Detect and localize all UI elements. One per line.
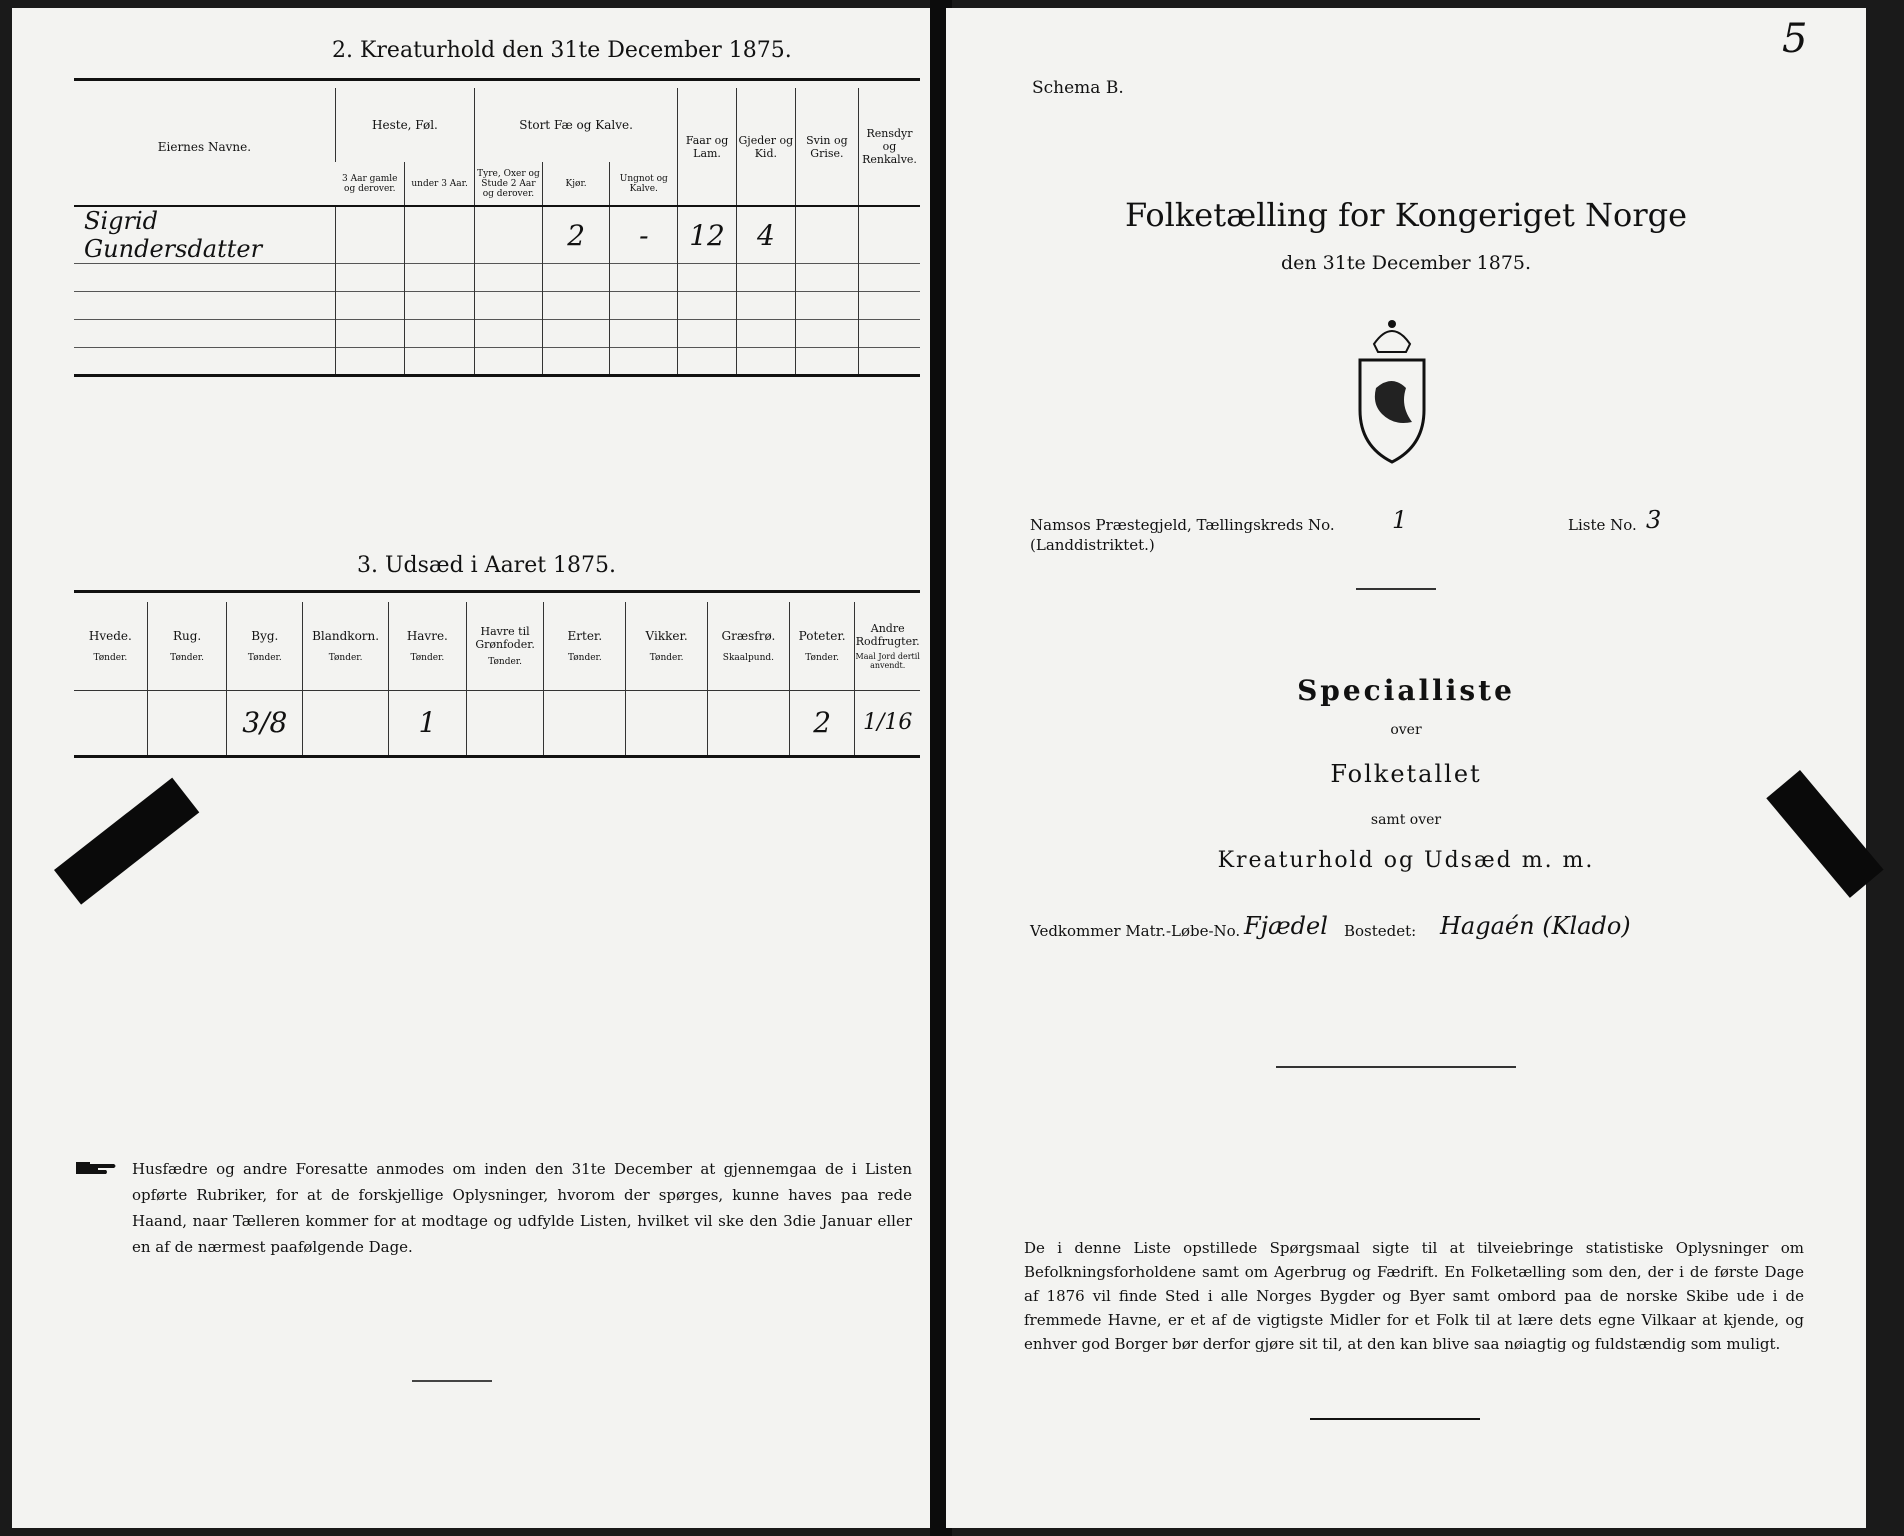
divider xyxy=(74,78,920,81)
divider xyxy=(1276,1066,1516,1068)
seed-header: Rug. Tønder. xyxy=(147,602,227,690)
seed-header: Andre Rodfrugter. Maal Jord dertil anvendt. xyxy=(855,602,920,690)
divider xyxy=(412,1380,492,1382)
heste-a-header: 3 Aar gamle og derover. xyxy=(342,173,398,194)
seed-value xyxy=(626,690,708,756)
seed-header: Blandkorn. Tønder. xyxy=(303,602,389,690)
seed-value xyxy=(74,690,147,756)
notice-text: Husfædre og andre Foresatte anmodes om inden den 31te December at gjennemgaa de i Listen opførte Rubriker, for at de forskjellige Oplysninger, hvorom der spørges, kunne haves paa rede Haand, naar Tælleren kommer for at modtage og udfylde Listen, hvilket vil ske den 3die Januar eller en af de nærmest paafølgende Dage. xyxy=(132,1160,912,1256)
seed-header: Byg. Tønder. xyxy=(227,602,303,690)
left-page xyxy=(12,8,938,1528)
matr-label: Vedkommer Matr.-Løbe-No. xyxy=(1030,922,1241,940)
seed-value xyxy=(708,690,790,756)
kjor-cell: 2 xyxy=(542,206,610,264)
footer-text: De i denne Liste opstillede Spørgsmaal sigte til at tilveiebringe statistiske Oplysninger om Befolkningsforholdene samt om Agerbrug og Fædrift. En Folketælling som den, der i de første Dage af 1876 vil finde Sted i alle Norges Bygder og Byer samt ombord paa de norske Skibe ude i de fremmede Havne, er et af de vigtigste Midler for et Folk til at lære dets egne Vilkaar at kjende, og enhver god Borger bør derfor gjøre sit til, at den kan blive saa nøiagtig og fuldstændig som muligt. xyxy=(1024,1239,1804,1353)
bosted-label: Bostedet: xyxy=(1344,922,1417,940)
kreds-number: 1 xyxy=(1392,506,1408,534)
coat-of-arms-icon xyxy=(1354,316,1430,466)
seed-header: Erter. Tønder. xyxy=(544,602,626,690)
matr-value: Fjædel xyxy=(1244,912,1328,940)
seed-header: Havre til Grønfoder. Tønder. xyxy=(466,602,544,690)
stort-a-header: Tyre, Oxer og Stude 2 Aar og derover. xyxy=(475,162,543,206)
district-line: Namsos Præstegjeld, Tællingskreds No. xyxy=(1030,516,1335,534)
seed-header: Havre. Tønder. xyxy=(388,602,466,690)
seed-header: Græsfrø. Skaalpund. xyxy=(708,602,790,690)
table-cell xyxy=(475,206,543,264)
section3-title: 3. Udsæd i Aaret 1875. xyxy=(357,553,617,578)
table-cell xyxy=(859,206,920,264)
bosted-value: Hagaén (Klado) xyxy=(1440,912,1631,940)
seed-value xyxy=(303,690,389,756)
faar-cell: 12 xyxy=(678,206,737,264)
page-number: 5 xyxy=(1782,16,1808,62)
census-date: den 31te December 1875. xyxy=(1280,252,1532,274)
gjeder-cell: 4 xyxy=(736,206,795,264)
livestock-table xyxy=(74,88,920,377)
section2-title: 2. Kreaturhold den 31te December 1875. xyxy=(332,38,792,63)
seed-value xyxy=(544,690,626,756)
table-cell xyxy=(405,206,475,264)
rensdyr-header: Rensdyr og Renkalve. xyxy=(859,88,920,206)
specialliste-heading: Specialliste xyxy=(1297,674,1515,707)
seed-value: 2 xyxy=(789,690,855,756)
seed-table xyxy=(74,602,920,758)
svin-header: Svin og Grise. xyxy=(795,88,858,206)
liste-label: Liste No. xyxy=(1568,516,1637,534)
landdistrikt-label: (Landdistriktet.) xyxy=(1030,536,1155,554)
seed-value: 3/8 xyxy=(227,690,303,756)
liste-number: 3 xyxy=(1646,506,1662,534)
seed-value xyxy=(466,690,544,756)
heste-header: Heste, Føl. xyxy=(335,88,474,162)
faar-header: Faar og Lam. xyxy=(678,88,737,206)
kreaturhold-heading: Kreaturhold og Udsæd m. m. xyxy=(1217,848,1595,873)
owner-cell: Sigrid Gundersdatter xyxy=(84,207,263,263)
seed-value: 1/16 xyxy=(855,690,920,756)
gjeder-header: Gjeder og Kid. xyxy=(736,88,795,206)
table-cell xyxy=(335,206,404,264)
divider xyxy=(74,590,920,593)
stort-b-header: Kjør. xyxy=(542,162,610,206)
schema-label: Schema B. xyxy=(1032,78,1124,98)
heste-b-header: under 3 Aar. xyxy=(405,162,475,206)
right-page xyxy=(946,8,1866,1528)
over-label: over xyxy=(1390,722,1422,738)
divider xyxy=(1356,588,1436,590)
stort-header: Stort Fæ og Kalve. xyxy=(475,88,678,162)
seed-header: Hvede. Tønder. xyxy=(88,628,132,663)
ungnot-cell: - xyxy=(610,206,678,264)
owner-header: Eiernes Navne. xyxy=(157,139,252,154)
folketallet-heading: Folketallet xyxy=(1330,760,1482,788)
stort-c-header: Ungnot og Kalve. xyxy=(610,162,678,206)
samt-over-label: samt over xyxy=(1370,812,1442,828)
seed-value: 1 xyxy=(388,690,466,756)
main-title: Folketælling for Kongeriget Norge xyxy=(1124,196,1688,234)
divider xyxy=(1310,1418,1480,1420)
seed-header: Poteter. Tønder. xyxy=(789,602,855,690)
seed-value xyxy=(147,690,227,756)
table-cell xyxy=(795,206,858,264)
seed-header: Vikker. Tønder. xyxy=(626,602,708,690)
pointing-hand-icon xyxy=(74,1158,118,1178)
